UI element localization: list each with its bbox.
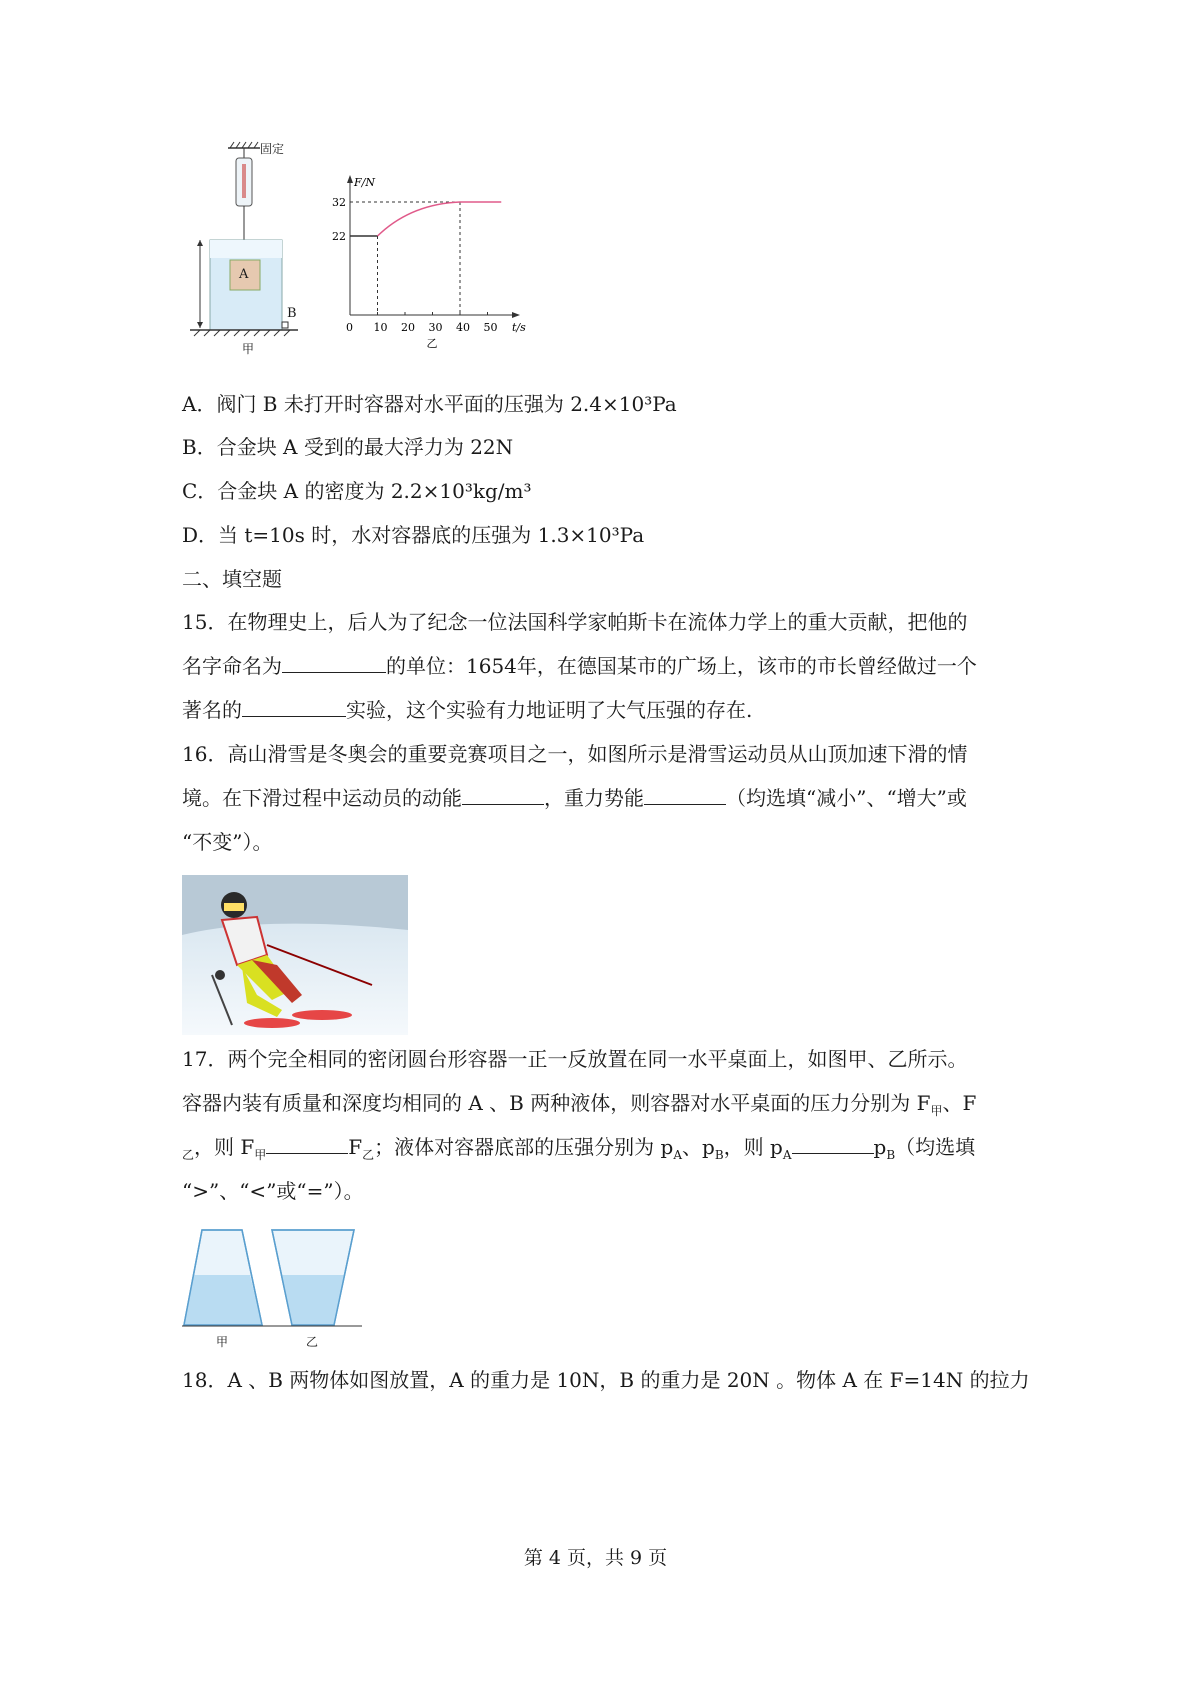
- q15-blank-2[interactable]: [242, 698, 346, 717]
- frustum-jia-label: 甲: [216, 1335, 229, 1349]
- yi-label-1: 乙: [426, 337, 438, 350]
- y-axis-label: F/N: [354, 176, 375, 189]
- valve-b-label: B: [287, 306, 297, 321]
- y-tick-label: 32: [332, 196, 346, 209]
- q15-line1: 15．在物理史上，后人为了纪念一位法国科学家帕斯卡在流体力学上的重大贡献，把他的: [182, 610, 968, 634]
- q17-blank-1[interactable]: [266, 1135, 348, 1154]
- y-axis-arrow: [347, 175, 353, 183]
- x-axis-arrow: [512, 312, 520, 318]
- page-footer: 第 4 页，共 9 页: [523, 1547, 668, 1569]
- x-tick-label: 0: [346, 321, 353, 334]
- q16-line3: “不变”）。: [182, 830, 273, 854]
- x-tick-label: 20: [401, 321, 415, 334]
- x-axis-label: t/s: [512, 321, 526, 334]
- q15-line3: 著名的 实验，这个实验有力地证明了大气压强的存在.: [182, 698, 753, 722]
- jia-label-1: 甲: [242, 342, 255, 356]
- block-a-label: A: [239, 267, 249, 282]
- frustum-figure: [182, 1225, 382, 1355]
- option-b: B．合金块 A 受到的最大浮力为 22N: [182, 435, 514, 459]
- skier-photo: [182, 875, 408, 1035]
- q16-line1: 16．高山滑雪是冬奥会的重要竞赛项目之一，如图所示是滑雪运动员从山顶加速下滑的情: [182, 742, 968, 766]
- q17-blank-2[interactable]: [792, 1135, 874, 1154]
- option-a: A．阀门 B 未打开时容器对水平面的压强为 2.4×10³Pa: [182, 392, 677, 416]
- option-c: C．合金块 A 的密度为 2.2×10³kg/m³: [182, 479, 532, 503]
- fixed-label: 固定: [260, 142, 285, 156]
- series-rise: [378, 202, 461, 236]
- section-title: 二、填空题: [182, 567, 282, 591]
- x-tick-label: 30: [428, 321, 443, 334]
- q16-line2: 境。在下滑过程中运动员的动能 ，重力势能 （均选填“减小”、“增大”或: [182, 786, 967, 810]
- q15-line2: 名字命名为 的单位：1654年，在德国某市的广场上，该市的市长曾经做过一个: [182, 654, 977, 678]
- q16-blank-1[interactable]: [462, 786, 544, 805]
- q17-line3: $_乙$，则 $F_甲$ $F_乙$；液体对容器底部的压强分别为 $p_A$、$p_B$，则 $p_A$ $p_B$（均选填: [182, 1135, 976, 1162]
- q16-blank-2[interactable]: [644, 786, 726, 805]
- option-d: D．当 t=10s 时，水对容器底的压强为 1.3×10³Pa: [182, 523, 645, 547]
- figure-container-graph: [180, 140, 560, 360]
- q17-line2: 容器内装有质量和深度均相同的 A 、B 两种液体，则容器对水平桌面的压力分别为 $F_甲$、F: [182, 1091, 977, 1118]
- force-time-chart: [310, 140, 560, 360]
- x-tick-label: 40: [456, 321, 470, 334]
- frustum-yi-label: 乙: [306, 1335, 319, 1349]
- y-tick-label: 22: [332, 230, 346, 243]
- q17-line4: “>”、“<”或“=”）。: [182, 1179, 364, 1203]
- x-tick-label: 50: [483, 321, 498, 334]
- x-tick-label: 10: [373, 321, 388, 334]
- q18-line1: 18．A 、B 两物体如图放置，A 的重力是 10N，B 的重力是 20N 。物体 A 在 F=14N 的拉力: [182, 1368, 1030, 1392]
- q15-blank-1[interactable]: [282, 654, 386, 673]
- q17-line1: 17．两个完全相同的密闭圆台形容器一正一反放置在同一水平桌面上，如图甲、乙所示。: [182, 1047, 968, 1071]
